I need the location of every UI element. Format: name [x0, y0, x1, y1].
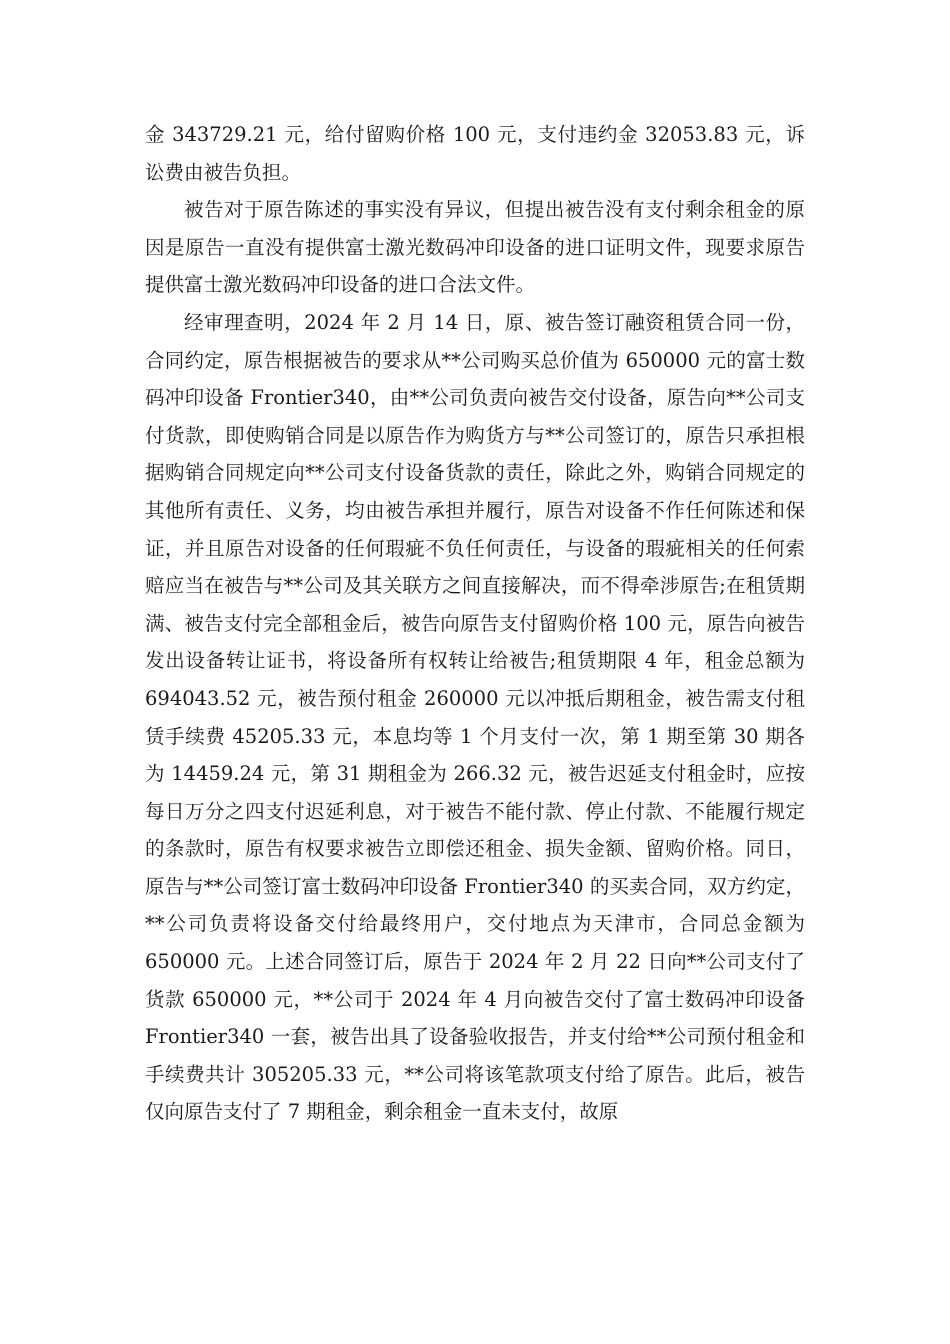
paragraph-findings-of-fact: 经审理查明，2024 年 2 月 14 日，原、被告签订融资租赁合同一份，合同约定，原告根据被告的要求从**公司购买总价值为 650000 元的富士数码冲印设备 Frontier340，由**公司负责向被告交付设备，原告向**公司支付货款，即使购销合同是以原告作为购货方与**公司签订的，原告只承担根据购销合同规定向**公司支付设备货款的责任，除此之外，购销合同规定的其他所有责任、义务，均由被告承担并履行，原告对设备不作任何陈述和保证，并且原告对设备的任何瑕疵不负任何责任，与设备的瑕疵相关的任何索赔应当在被告与**公司及其关联方之间直接解决，而不得牵涉原告;在租赁期满、被告支付完全部租金后，被告向原告支付留购价格 100 元，原告向被告发出设备转让证书，将设备所有权转让给被告;租赁期限 4 年，租金总额为 694043.52 元，被告预付租金 260000 元以冲抵后期租金，被告需支付租赁手续费 45205.33 元，本息均等 1 个月支付一次，第 1 期至第 30 期各为 14459.24 元，第 31 期租金为 266.32 元，被告迟延支付租金时，应按每日万分之四支付迟延利息，对于被告不能付款、停止付款、不能履行规定的条款时，原告有权要求被告立即偿还租金、损失金额、留购价格。同日，原告与**公司签订富士数码冲印设备 Frontier340 的买卖合同，双方约定，**公司负责将设备交付给最终用户，交付地点为天津市，合同总金额为 650000 元。上述合同签订后，原告于 2024 年 2 月 22 日向**公司支付了货款 650000 元，**公司于 2024 年 4 月向被告交付了富士数码冲印设备 Frontier340 一套，被告出具了设备验收报告，并支付给**公司预付租金和手续费共计 305205.33 元，**公司将该笔款项支付给了原告。此后，被告仅向原告支付了 7 期租金，剩余租金一直未支付，故原 — [145, 310, 805, 1124]
paragraph-claims-continuation: 金 343729.21 元，给付留购价格 100 元，支付违约金 32053.83 元，诉讼费由被告负担。 — [145, 123, 805, 184]
document-body — [145, 116, 805, 1131]
paragraph-defendant-response: 被告对于原告陈述的事实没有异议，但提出被告没有支付剩余租金的原因是原告一直没有提供富士激光数码冲印设备的进口证明文件，现要求原告提供富士激光数码冲印设备的进口合法文件。 — [145, 198, 805, 297]
